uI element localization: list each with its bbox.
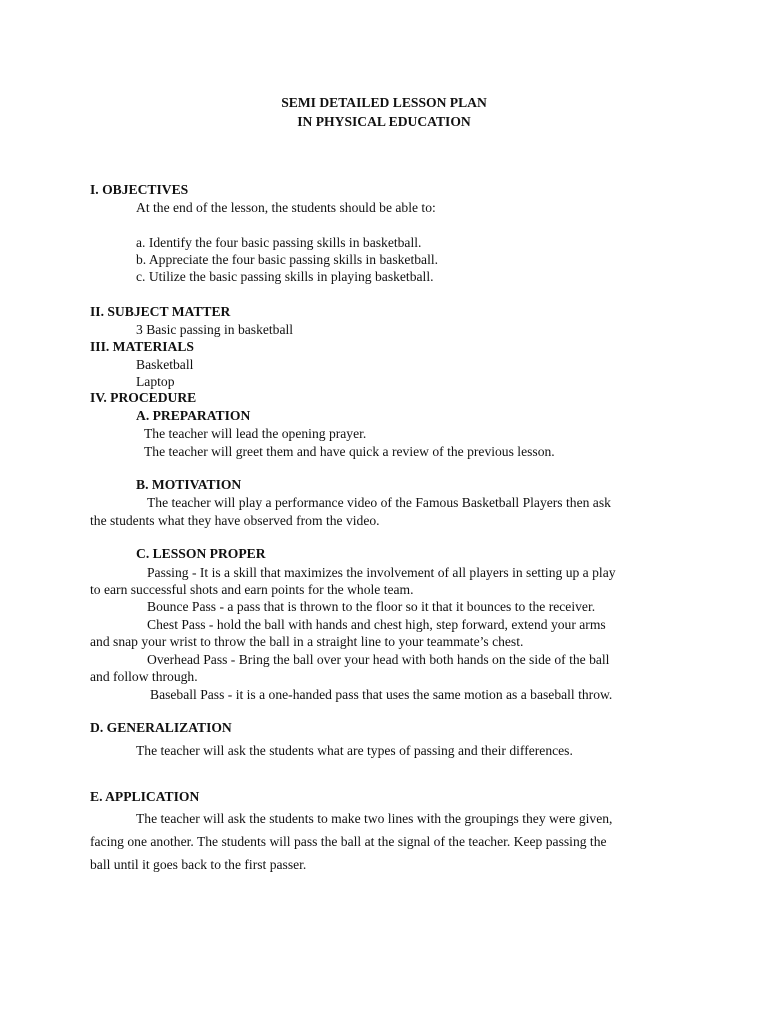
preparation-line: The teacher will greet them and have quick a review of the previous lesson. (144, 444, 555, 459)
motivation-line: The teacher will play a performance video of the Famous Basketball Players then ask (147, 495, 611, 510)
objective-item: c. Utilize the basic passing skills in playing basketball. (136, 269, 434, 284)
lesson-proper-line: Passing - It is a skill that maximizes the involvement of all players in setting up a play (147, 565, 616, 580)
lesson-proper-line: and snap your wrist to throw the ball in a straight line to your teammate’s chest. (90, 634, 524, 649)
objective-item: a. Identify the four basic passing skills in basketball. (136, 235, 422, 250)
application-line: The teacher will ask the students to make two lines with the groupings they were given, (136, 811, 613, 826)
motivation-line: the students what they have observed from the video. (90, 513, 380, 528)
subject-matter-text: 3 Basic passing in basketball (136, 322, 294, 337)
lesson-proper-line: Chest Pass - hold the ball with hands and chest high, step forward, extend your arms (147, 617, 606, 632)
materials-heading: III. MATERIALS (90, 339, 194, 354)
material-item: Basketball (136, 357, 194, 372)
preparation-line: The teacher will lead the opening prayer. (144, 426, 367, 441)
lesson-proper-heading: C. LESSON PROPER (136, 546, 266, 561)
objectives-intro: At the end of the lesson, the students should be able to: (136, 200, 436, 215)
application-line: ball until it goes back to the first passer. (90, 857, 307, 872)
lesson-proper-line: to earn successful shots and earn points for the whole team. (90, 582, 414, 597)
generalization-heading: D. GENERALIZATION (90, 720, 232, 735)
material-item: Laptop (136, 374, 175, 389)
lesson-proper-line: Bounce Pass - a pass that is thrown to the floor so it that it bounces to the receiver. (147, 599, 596, 614)
lesson-proper-line: and follow through. (90, 669, 198, 684)
subject-matter-heading: II. SUBJECT MATTER (90, 304, 231, 319)
lesson-proper-line: Overhead Pass - Bring the ball over your head with both hands on the side of the ball (147, 652, 610, 667)
motivation-heading: B. MOTIVATION (136, 477, 242, 492)
lesson-proper-line: Baseball Pass - it is a one-handed pass that uses the same motion as a baseball throw. (150, 687, 613, 702)
application-heading: E. APPLICATION (90, 789, 200, 804)
objective-item: b. Appreciate the four basic passing skills in basketball. (136, 252, 439, 267)
objectives-heading: I. OBJECTIVES (90, 182, 189, 197)
preparation-heading: A. PREPARATION (136, 408, 251, 423)
application-line: facing one another. The students will pass the ball at the signal of the teacher. Keep passing the (90, 834, 607, 849)
procedure-heading: IV. PROCEDURE (90, 390, 197, 405)
document-title-line-1: SEMI DETAILED LESSON PLAN (281, 95, 487, 110)
generalization-text: The teacher will ask the students what are types of passing and their differences. (136, 743, 573, 758)
document-title-line-2: IN PHYSICAL EDUCATION (297, 114, 471, 129)
